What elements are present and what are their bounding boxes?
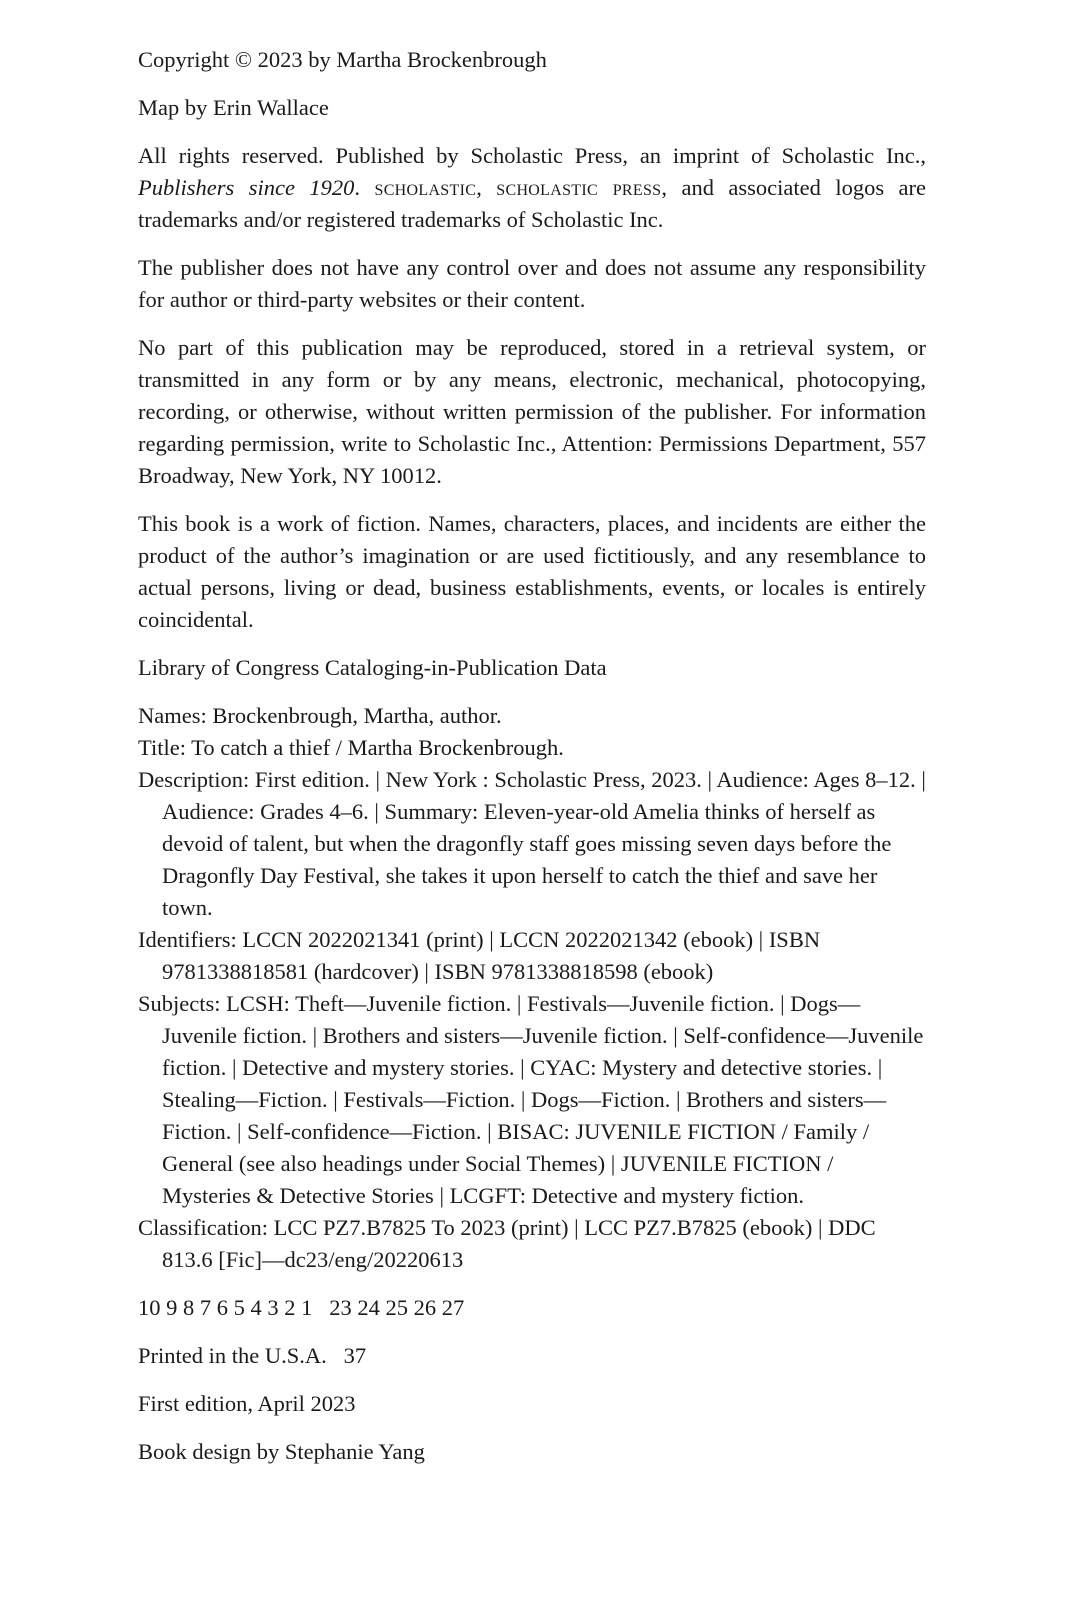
fiction-notice: This book is a work of fiction. Names, characters, places, and incidents are either the product of the author’s imagination or are used fictitiously, and any resemblance to actual persons, living or dead, business establishments, events, or locales is entirely coincidental. [138, 511, 926, 632]
publisher-motto: Publishers since 1920 [138, 175, 355, 200]
cip-title: Title: To catch a thief / Martha Brockenbrough. [138, 735, 564, 760]
copyright-line: Copyright © 2023 by Martha Brockenbrough [138, 47, 547, 72]
printing-line: 10 9 8 7 6 5 4 3 2 1 23 24 25 26 27 [138, 1295, 465, 1320]
cip-identifiers: Identifiers: LCCN 2022021341 (print) | LCCN 2022021342 (ebook) | ISBN 9781338818581 (hardcover) | ISBN 9781338818598 (ebook) [138, 927, 821, 984]
cip-classification: Classification: LCC PZ7.B7825 To 2023 (print) | LCC PZ7.B7825 (ebook) | DDC 813.6 [Fic]—dc23/eng/20220613 [138, 1215, 876, 1272]
edition-line: First edition, April 2023 [138, 1391, 356, 1416]
cip-subjects: Subjects: LCSH: Theft—Juvenile fiction. | Festivals—Juvenile fiction. | Dogs—Juvenile fiction. | Brothers and sisters—Juvenile fiction. | Self-confidence—Juvenile fiction. | Detective and mystery stories. | CYAC: Mystery and detective stories. | Stealing—Fiction. | Festivals—Fiction. | Dogs—Fiction. | Brothers and sisters—Fiction. | Self-confidence—Fiction. | BISAC: JUVENILE FICTION / Family / General (see also headings under Social Themes) | JUVENILE FICTION / Mysteries & Detective Stories | LCGFT: Detective and mystery fiction. [138, 991, 924, 1208]
map-credit: Map by Erin Wallace [138, 95, 329, 120]
copyright-page [138, 44, 926, 1484]
trademark-scholastic-press: scholastic press [496, 175, 662, 200]
rights-paragraph: All rights reserved. Published by Scholastic Press, an imprint of Scholastic Inc., Publishers since 1920. scholastic, scholastic press, and associated logos are trademarks and/or registered trademarks of Scholastic Inc. [138, 143, 927, 232]
design-credit: Book design by Stephanie Yang [138, 1439, 425, 1464]
reproduction-notice: No part of this publication may be reproduced, stored in a retrieval system, or transmitted in any form or by any means, electronic, mechanical, photocopying, recording, or otherwise, without written permission of the publisher. For information regarding permission, write to Scholastic Inc., Attention: Permissions Department, 557 Broadway, New York, NY 10012. [138, 335, 926, 488]
trademark-scholastic: scholastic [374, 175, 477, 200]
cip-description: Description: First edition. | New York : Scholastic Press, 2023. | Audience: Ages 8–12. | Audience: Grades 4–6. | Summary: Eleven-year-old Amelia thinks of herself as devoid of talent, but when the dragonfly staff goes missing seven days before the Dragonfly Day Festival, she takes it upon herself to catch the thief and save her town. [138, 767, 926, 920]
cip-names: Names: Brockenbrough, Martha, author. [138, 703, 502, 728]
publisher-disclaimer: The publisher does not have any control over and does not assume any responsibility for author or third-party websites or their content. [138, 255, 926, 312]
printed-in: Printed in the U.S.A. 37 [138, 1343, 367, 1368]
cip-heading: Library of Congress Cataloging-in-Publication Data [138, 655, 607, 680]
cip-data-block [138, 700, 926, 1276]
